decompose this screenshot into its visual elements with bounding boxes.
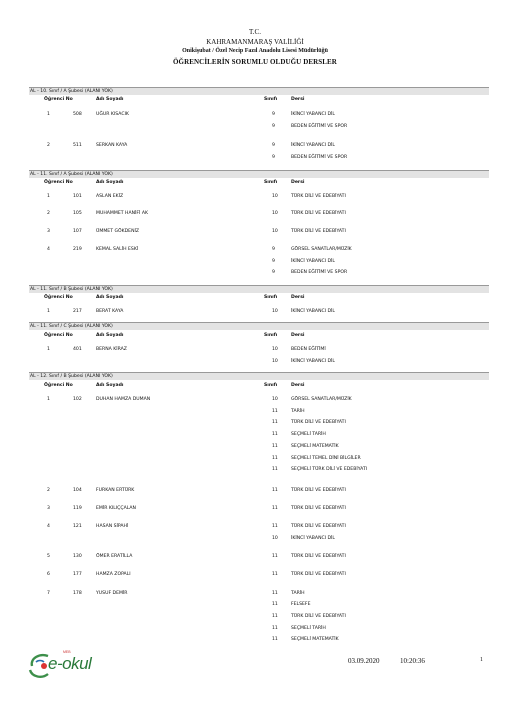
course-name: TÜRK DİLİ VE EDEBİYATI [291,420,346,425]
table-row [29,466,489,474]
class-level: 10 [272,359,278,364]
section-header: AL - 11. Sınıf / C Şubesi (ALANI YOK) [29,322,489,330]
class-level: 11 [272,432,278,437]
course-name: SEÇMELİ MATEMATİK [291,444,339,449]
table-row [29,535,489,543]
table-row [29,636,489,644]
class-level: 10 [272,194,278,199]
meb-label: MEB [63,650,71,654]
table-row [29,258,489,266]
course-name: SEÇMELİ TEMEL DİNİ BİLGİLER [291,456,361,461]
student-no: 107 [73,229,82,234]
student-name: KEMAL SALİH ESKİ [96,247,139,252]
student-name: ÖMER ERATİLLA [96,554,133,559]
class-level: 11 [272,488,278,493]
table-row [29,455,489,463]
table-row [29,308,489,316]
row-index: 1 [47,112,50,117]
course-name: İKİNCİ YABANCI DİL [291,259,335,264]
course-name: BEDEN EĞİTİMİ [291,347,326,352]
table-row [29,601,489,609]
course-name: İKİNCİ YABANCI DİL [291,309,335,314]
class-level: 11 [272,420,278,425]
column-headers [29,96,489,104]
class-level: 10 [272,397,278,402]
col-dersi: Dersi [291,295,305,300]
table-row [29,487,489,495]
section-header: AL - 10. Sınıf / A Şubesi (ALANI YOK) [29,87,489,95]
table-row [29,193,489,201]
class-level: 9 [272,247,275,252]
course-name: TÜRK DİLİ VE EDEBİYATI [291,554,346,559]
student-name: ÜMMET GÖKDENİZ [96,229,140,234]
e-okul-text: e-okul [48,654,92,673]
course-name: TARİH [291,591,305,596]
col-ogrenci-no: Öğrenci No [44,383,73,388]
course-name: TÜRK DİLİ VE EDEBİYATI [291,194,346,199]
student-name: EMİR KILIÇÇALAN [96,506,136,511]
course-name: İKİNCİ YABANCI DİL [291,112,335,117]
student-name: HAMZA ZOPALI [96,572,131,577]
class-level: 11 [272,591,278,596]
student-no: 217 [73,309,82,314]
row-index: 2 [47,143,50,148]
row-index: 3 [47,229,50,234]
student-no: 178 [73,591,82,596]
student-no: 119 [73,506,82,511]
class-level: 9 [272,124,275,129]
table-row [29,419,489,427]
table-row [29,228,489,236]
student-no: 105 [73,211,82,216]
col-dersi: Dersi [291,180,305,185]
row-index: 1 [47,309,50,314]
class-level: 11 [272,637,278,642]
course-name: BEDEN EĞİTİMİ VE SPOR [291,270,348,275]
col-sinifi: Sınıfı [264,180,278,185]
row-index: 4 [47,247,50,252]
course-name: TÜRK DİLİ VE EDEBİYATI [291,211,346,216]
header-tc: T.C. [249,28,261,36]
class-level: 11 [272,506,278,511]
student-no: 511 [73,143,82,148]
class-level: 9 [272,270,275,275]
course-name: İKİNCİ YABANCI DİL [291,359,335,364]
header-school: Onikişubat / Özel Necip Fazıl Anadolu Lisesi Müdürlüğü [182,48,328,54]
class-level: 11 [272,572,278,577]
col-sinifi: Sınıfı [264,383,278,388]
course-name: SEÇMELİ TÜRK DİLİ VE EDEBİYATI [291,467,368,472]
class-level: 11 [272,626,278,631]
student-name: FURKAN ERTÜRK [96,488,135,493]
class-level: 11 [272,444,278,449]
page-number: 1 [480,657,483,663]
student-name: SERKAN KAYA [96,143,128,148]
class-level: 11 [272,456,278,461]
table-row [29,613,489,621]
table-row [29,123,489,131]
table-row [29,111,489,119]
col-ogrenci-no: Öğrenci No [44,180,73,185]
course-name: SEÇMELİ TARİH [291,626,326,631]
course-name: SEÇMELİ TARİH [291,432,326,437]
col-adi-soyadi: Adı Soyadı [96,97,124,102]
column-headers [29,382,489,390]
page-title: ÖĞRENCİLERİN SORUMLU OLDUĞU DERSLER [173,58,337,66]
course-name: BEDEN EĞİTİMİ VE SPOR [291,155,348,160]
section-header: AL - 11. Sınıf / A Şubesi (ALANI YOK) [29,170,489,178]
footer-date: 03.09.2020 [348,657,380,665]
course-name: TÜRK DİLİ VE EDEBİYATI [291,506,346,511]
footer-time: 10:20:36 [400,657,425,665]
class-level: 10 [272,309,278,314]
student-name: DUHAN HAMZA DUMAN [96,397,151,402]
row-index: 1 [47,347,50,352]
student-name: BERNA KİRAZ [96,347,127,352]
course-name: TÜRK DİLİ VE EDEBİYATI [291,524,346,529]
table-row [29,590,489,598]
row-index: 4 [47,524,50,529]
course-name: TARİH [291,409,305,414]
course-name: İKİNCİ YABANCI DİL [291,536,335,541]
section-header: AL - 12. Sınıf / B Şubesi (ALANI YOK) [29,372,489,380]
table-row [29,443,489,451]
class-level: 9 [272,259,275,264]
class-level: 11 [272,614,278,619]
col-ogrenci-no: Öğrenci No [44,295,73,300]
row-index: 6 [47,572,50,577]
course-name: TÜRK DİLİ VE EDEBİYATI [291,229,346,234]
class-level: 9 [272,143,275,148]
class-level: 11 [272,409,278,414]
table-row [29,358,489,366]
course-name: GÖRSEL SANATLAR/MÜZİK [291,247,352,252]
table-row [29,210,489,218]
student-no: 177 [73,572,82,577]
student-no: 104 [73,488,82,493]
student-name: YUSUF DEMİR [96,591,128,596]
student-no: 401 [73,347,82,352]
class-level: 10 [272,211,278,216]
col-sinifi: Sınıfı [264,295,278,300]
table-row [29,154,489,162]
col-sinifi: Sınıfı [264,97,278,102]
col-dersi: Dersi [291,333,305,338]
class-level: 10 [272,536,278,541]
row-index: 2 [47,488,50,493]
col-ogrenci-no: Öğrenci No [44,97,73,102]
class-level: 11 [272,602,278,607]
section-header: AL - 11. Sınıf / B Şubesi (ALANI YOK) [29,285,489,293]
table-row [29,142,489,150]
table-row [29,246,489,254]
course-name: SEÇMELİ MATEMATİK [291,637,339,642]
class-level: 9 [272,155,275,160]
col-adi-soyadi: Adı Soyadı [96,383,124,388]
student-no: 508 [73,112,82,117]
col-ogrenci-no: Öğrenci No [44,333,73,338]
class-level: 11 [272,554,278,559]
row-index: 1 [47,397,50,402]
course-name: FELSEFE [291,602,311,607]
course-name: BEDEN EĞİTİMİ VE SPOR [291,124,348,129]
table-row [29,553,489,561]
row-index: 1 [47,194,50,199]
table-row [29,269,489,277]
student-name: MUHAMMET HANİFİ AK [96,211,149,216]
class-level: 11 [272,467,278,472]
table-row [29,625,489,633]
table-row [29,431,489,439]
table-row [29,396,489,404]
class-level: 10 [272,229,278,234]
col-dersi: Dersi [291,383,305,388]
student-no: 130 [73,554,82,559]
course-name: GÖRSEL SANATLAR/MÜZİK [291,397,352,402]
row-index: 7 [47,591,50,596]
row-index: 5 [47,554,50,559]
student-name: HASAN SİPAHİ [96,524,129,529]
student-name: ASLAN EKİZ [96,194,124,199]
column-headers [29,179,489,187]
course-name: İKİNCİ YABANCI DİL [291,143,335,148]
col-adi-soyadi: Adı Soyadı [96,180,124,185]
class-level: 11 [272,524,278,529]
table-row [29,523,489,531]
table-row [29,571,489,579]
column-headers [29,294,489,302]
student-name: BERAT KAYA [96,309,124,314]
course-name: TÜRK DİLİ VE EDEBİYATI [291,572,346,577]
table-row [29,408,489,416]
col-adi-soyadi: Adı Soyadı [96,295,124,300]
col-dersi: Dersi [291,97,305,102]
col-adi-soyadi: Adı Soyadı [96,333,124,338]
course-name: TÜRK DİLİ VE EDEBİYATI [291,488,346,493]
student-no: 219 [73,247,82,252]
table-row [29,346,489,354]
student-no: 121 [73,524,82,529]
table-row [29,505,489,513]
row-index: 3 [47,506,50,511]
class-level: 9 [272,112,275,117]
header-valilik: KAHRAMANMARAŞ VALİLİĞİ [206,38,304,46]
row-index: 2 [47,211,50,216]
student-no: 102 [73,397,82,402]
class-level: 10 [272,347,278,352]
student-no: 101 [73,194,82,199]
column-headers [29,332,489,340]
col-sinifi: Sınıfı [264,333,278,338]
course-name: TÜRK DİLİ VE EDEBİYATI [291,614,346,619]
student-name: UĞUR KISACIK [96,112,129,117]
